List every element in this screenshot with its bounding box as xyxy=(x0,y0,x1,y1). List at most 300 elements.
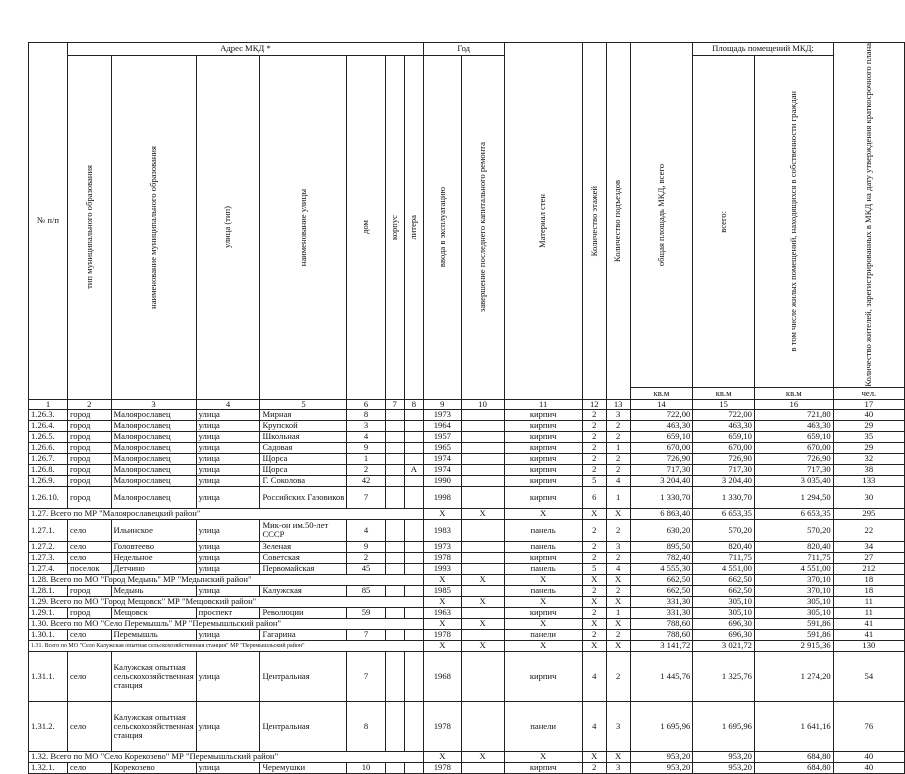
table-cell: улица xyxy=(196,762,260,773)
table-cell: 1.28.1. xyxy=(29,585,68,596)
table-cell: Революции xyxy=(260,607,347,618)
table-cell: 684,80 xyxy=(754,762,833,773)
table-cell: 30 xyxy=(833,486,904,508)
table-cell: 212 xyxy=(833,563,904,574)
table-cell: 1965 xyxy=(423,442,461,453)
column-number: 10 xyxy=(461,399,504,409)
mun-type-header xyxy=(67,56,111,400)
total-cell: 788,60 xyxy=(630,618,693,629)
total-row xyxy=(29,596,905,607)
table-cell xyxy=(461,762,504,773)
total-row xyxy=(29,751,905,762)
table-cell: 2 xyxy=(582,519,606,541)
table-cell: 670,00 xyxy=(693,442,755,453)
table-cell xyxy=(461,442,504,453)
column-number: 1 xyxy=(29,399,68,409)
table-cell: 1.27.4. xyxy=(29,563,68,574)
table-cell xyxy=(385,431,404,442)
table-cell: 696,30 xyxy=(693,629,755,640)
table-cell: 29 xyxy=(833,442,904,453)
column-number: 7 xyxy=(385,399,404,409)
area-group-header: Площадь помещений МКД: xyxy=(693,43,833,56)
table-cell: 1 xyxy=(606,486,630,508)
table-cell: 1 xyxy=(606,607,630,618)
table-cell: 1.30.1. xyxy=(29,629,68,640)
total-cell: X xyxy=(582,508,606,519)
table-cell: 7 xyxy=(347,486,385,508)
table-cell: улица xyxy=(196,420,260,431)
table-cell: 2 xyxy=(606,651,630,701)
table-cell: 2 xyxy=(582,552,606,563)
street-name-header-text: наименование улицы xyxy=(297,188,308,267)
table-cell: 1.27.2. xyxy=(29,541,68,552)
table-cell: 305,10 xyxy=(693,607,755,618)
table-cell: город xyxy=(67,486,111,508)
table-cell: 1.26.9. xyxy=(29,475,68,486)
table-cell: 2 xyxy=(606,585,630,596)
table-cell: 1978 xyxy=(423,701,461,751)
table-cell: панель xyxy=(504,541,582,552)
table-cell xyxy=(385,563,404,574)
table-cell: 4 xyxy=(347,431,385,442)
table-cell: 570,20 xyxy=(693,519,755,541)
column-number: 2 xyxy=(67,399,111,409)
total-cell: X xyxy=(423,574,461,585)
table-cell: 1968 xyxy=(423,651,461,701)
year-built-header xyxy=(423,56,461,400)
total-cell: 370,10 xyxy=(754,574,833,585)
total-row xyxy=(29,618,905,629)
table-cell: проспект xyxy=(196,607,260,618)
table-cell: 1973 xyxy=(423,541,461,552)
table-cell: 40 xyxy=(833,762,904,773)
total-cell: 662,50 xyxy=(693,574,755,585)
table-cell: Центральная xyxy=(260,651,347,701)
table-cell xyxy=(385,442,404,453)
table-cell: 85 xyxy=(347,585,385,596)
table-cell: Крупской xyxy=(260,420,347,431)
table-cell: 726,90 xyxy=(693,453,755,464)
table-cell: 1 325,76 xyxy=(693,651,755,701)
table-cell xyxy=(461,541,504,552)
table-cell: 18 xyxy=(833,585,904,596)
table-cell: 1 294,50 xyxy=(754,486,833,508)
table-cell: панель xyxy=(504,563,582,574)
table-cell: 4 551,00 xyxy=(693,563,755,574)
street-name-header xyxy=(260,56,347,400)
table-cell: 1 695,96 xyxy=(630,701,693,751)
table-cell: село xyxy=(67,762,111,773)
table-cell: 7 xyxy=(347,629,385,640)
table-row xyxy=(29,519,905,541)
table-cell xyxy=(461,701,504,751)
table-cell: 2 xyxy=(582,409,606,420)
table-row xyxy=(29,552,905,563)
table-cell: 3 xyxy=(606,541,630,552)
table-cell: 1 445,76 xyxy=(630,651,693,701)
table-cell: 1957 xyxy=(423,431,461,442)
table-cell: 9 xyxy=(347,541,385,552)
table-cell: Малоярославец xyxy=(111,442,196,453)
table-cell xyxy=(404,552,423,563)
table-cell: 1998 xyxy=(423,486,461,508)
column-number: 12 xyxy=(582,399,606,409)
total-cell: X xyxy=(423,751,461,762)
table-body xyxy=(29,409,905,773)
table-cell: 1.32.1. xyxy=(29,762,68,773)
table-cell: 1 330,70 xyxy=(693,486,755,508)
table-cell xyxy=(404,420,423,431)
address-group-header: Адрес МКД * xyxy=(67,43,423,56)
table-cell xyxy=(385,453,404,464)
table-cell: 4 xyxy=(606,475,630,486)
table-row xyxy=(29,486,905,508)
table-cell: 670,00 xyxy=(630,442,693,453)
table-cell: улица xyxy=(196,541,260,552)
table-cell xyxy=(404,585,423,596)
table-cell: 953,20 xyxy=(693,762,755,773)
table-cell: 29 xyxy=(833,420,904,431)
column-number: 5 xyxy=(260,399,347,409)
table-cell: город xyxy=(67,442,111,453)
table-cell: кирпич xyxy=(504,409,582,420)
table-cell: Гагарина xyxy=(260,629,347,640)
table-cell: улица xyxy=(196,453,260,464)
table-row xyxy=(29,409,905,420)
table-cell: панели xyxy=(504,701,582,751)
table-cell: 8 xyxy=(347,409,385,420)
table-cell: 1964 xyxy=(423,420,461,431)
table-cell: 670,00 xyxy=(754,442,833,453)
table-cell: Малоярославец xyxy=(111,486,196,508)
table-cell xyxy=(461,651,504,701)
table-cell: 3 035,40 xyxy=(754,475,833,486)
table-cell xyxy=(461,519,504,541)
total-cell: 6 653,35 xyxy=(754,508,833,519)
table-cell xyxy=(404,409,423,420)
total-cell: 305,10 xyxy=(754,596,833,607)
table-row xyxy=(29,701,905,751)
total-cell: X xyxy=(461,618,504,629)
total-cell: 305,10 xyxy=(693,596,755,607)
total-cell: 11 xyxy=(833,596,904,607)
table-cell xyxy=(404,563,423,574)
table-cell xyxy=(385,701,404,751)
unit-kvm-private: кв.м xyxy=(754,387,833,399)
table-cell xyxy=(404,607,423,618)
table-cell: улица xyxy=(196,431,260,442)
table-cell: 1.31.1. xyxy=(29,651,68,701)
table-cell: 591,86 xyxy=(754,629,833,640)
wall-header xyxy=(504,43,582,400)
table-cell: 1 xyxy=(347,453,385,464)
table-cell: 4 551,00 xyxy=(754,563,833,574)
total-cell: X xyxy=(606,574,630,585)
table-cell: 953,20 xyxy=(630,762,693,773)
year-repair-header-text: завершение последнего капитального ремонта xyxy=(476,142,487,313)
table-cell: 59 xyxy=(347,607,385,618)
table-cell: 662,50 xyxy=(630,585,693,596)
table-cell: село xyxy=(67,519,111,541)
table-cell: 2 xyxy=(347,464,385,475)
table-cell: 4 xyxy=(582,701,606,751)
table-cell: 1.31.2. xyxy=(29,701,68,751)
column-number-row xyxy=(29,399,905,409)
table-cell: 40 xyxy=(833,409,904,420)
table-row xyxy=(29,453,905,464)
table-cell: 4 xyxy=(582,651,606,701)
table-cell: кирпич xyxy=(504,607,582,618)
entrances-header-text: Количество подъездов xyxy=(612,179,623,262)
year-group-header: Год xyxy=(423,43,504,56)
table-cell: город xyxy=(67,409,111,420)
table-cell: 2 xyxy=(582,420,606,431)
table-cell: кирпич xyxy=(504,486,582,508)
table-cell: 711,75 xyxy=(754,552,833,563)
table-cell: Малоярославец xyxy=(111,464,196,475)
table-cell: Центральная xyxy=(260,701,347,751)
table-cell: 717,30 xyxy=(693,464,755,475)
table-cell: село xyxy=(67,651,111,701)
table-cell: 4 xyxy=(606,563,630,574)
table-cell: Мещовск xyxy=(111,607,196,618)
table-cell: 1978 xyxy=(423,552,461,563)
table-cell xyxy=(461,552,504,563)
table-cell: 820,40 xyxy=(693,541,755,552)
total-cell: X xyxy=(504,574,582,585)
table-cell: 726,90 xyxy=(630,453,693,464)
total-cell: X xyxy=(582,640,606,651)
table-cell: 463,30 xyxy=(754,420,833,431)
table-cell: 788,60 xyxy=(630,629,693,640)
table-cell: улица xyxy=(196,519,260,541)
table-cell: 2 xyxy=(582,629,606,640)
table-cell xyxy=(404,519,423,541)
table-cell xyxy=(385,651,404,701)
total-label: 1.28. Всего по МО "Город Медынь" МР "Медынский район" xyxy=(29,574,424,585)
table-cell: 630,20 xyxy=(630,519,693,541)
table-cell xyxy=(385,762,404,773)
housing-table xyxy=(28,42,905,774)
table-cell: Медынь xyxy=(111,585,196,596)
column-number: 16 xyxy=(754,399,833,409)
table-cell: 659,10 xyxy=(630,431,693,442)
table-cell xyxy=(461,453,504,464)
table-cell: 32 xyxy=(833,453,904,464)
table-row xyxy=(29,475,905,486)
table-cell xyxy=(404,442,423,453)
table-cell: улица xyxy=(196,701,260,751)
table-cell: 76 xyxy=(833,701,904,751)
table-row xyxy=(29,420,905,431)
total-cell: 953,20 xyxy=(630,751,693,762)
table-cell: кирпич xyxy=(504,464,582,475)
total-cell: X xyxy=(504,596,582,607)
house-header xyxy=(347,56,385,400)
table-cell: Российских Газовиков xyxy=(260,486,347,508)
total-cell: 2 915,36 xyxy=(754,640,833,651)
total-cell: X xyxy=(461,596,504,607)
table-cell: Перемышль xyxy=(111,629,196,640)
column-number: 14 xyxy=(630,399,693,409)
column-number: 6 xyxy=(347,399,385,409)
table-cell xyxy=(385,607,404,618)
table-cell xyxy=(404,762,423,773)
table-cell: 1973 xyxy=(423,409,461,420)
table-cell: 895,50 xyxy=(630,541,693,552)
table-cell: улица xyxy=(196,552,260,563)
table-cell: Недельное xyxy=(111,552,196,563)
total-cell: X xyxy=(606,751,630,762)
total-cell: 6 863,40 xyxy=(630,508,693,519)
table-cell: Мирная xyxy=(260,409,347,420)
unit-people: чел. xyxy=(833,387,904,399)
table-cell: 1.26.8. xyxy=(29,464,68,475)
table-cell: 5 xyxy=(582,563,606,574)
street-type-header-text: улица (тип) xyxy=(222,206,233,249)
total-cell: X xyxy=(423,508,461,519)
total-cell: X xyxy=(606,618,630,629)
total-cell: 18 xyxy=(833,574,904,585)
area-all-header-text: всего: xyxy=(717,210,728,233)
total-label: 1.31. Всего по МО "Село Калужская опытная сельскохозяйственная станция" МР "Перемышльский район" xyxy=(29,640,424,651)
table-cell: 3 xyxy=(606,762,630,773)
total-cell: X xyxy=(504,618,582,629)
table-cell: Советская xyxy=(260,552,347,563)
column-number: 17 xyxy=(833,399,904,409)
table-cell: 717,30 xyxy=(630,464,693,475)
table-cell xyxy=(461,563,504,574)
table-cell: 711,75 xyxy=(693,552,755,563)
table-cell: 1974 xyxy=(423,464,461,475)
table-cell xyxy=(385,541,404,552)
total-row xyxy=(29,640,905,651)
table-cell: 2 xyxy=(606,420,630,431)
table-cell: 1 330,70 xyxy=(630,486,693,508)
column-number: 11 xyxy=(504,399,582,409)
year-repair-header xyxy=(461,56,504,400)
table-cell: 38 xyxy=(833,464,904,475)
total-label: 1.30. Всего по МО "Село Перемышль" МР "Перемышльский район" xyxy=(29,618,424,629)
table-cell: 41 xyxy=(833,629,904,640)
column-number: 3 xyxy=(111,399,196,409)
table-cell: 1 641,16 xyxy=(754,701,833,751)
table-row xyxy=(29,431,905,442)
table-cell: улица xyxy=(196,585,260,596)
total-cell: X xyxy=(606,640,630,651)
total-cell: 331,30 xyxy=(630,596,693,607)
table-cell xyxy=(461,475,504,486)
table-cell: 1.29.1. xyxy=(29,607,68,618)
total-cell: 3 141,72 xyxy=(630,640,693,651)
table-cell: 9 xyxy=(347,442,385,453)
table-cell: 3 xyxy=(606,409,630,420)
table-cell: Ильинское xyxy=(111,519,196,541)
table-cell: Г. Соколова xyxy=(260,475,347,486)
table-cell: Зеленая xyxy=(260,541,347,552)
table-cell: 45 xyxy=(347,563,385,574)
table-cell: 8 xyxy=(347,701,385,751)
table-cell: кирпич xyxy=(504,475,582,486)
total-cell: 295 xyxy=(833,508,904,519)
table-cell: 1978 xyxy=(423,629,461,640)
table-cell: кирпич xyxy=(504,442,582,453)
total-cell: 696,30 xyxy=(693,618,755,629)
table-cell: 1 695,96 xyxy=(693,701,755,751)
unit-kvm-all: кв.м xyxy=(693,387,755,399)
table-row xyxy=(29,563,905,574)
table-cell xyxy=(461,486,504,508)
table-cell: 782,40 xyxy=(630,552,693,563)
table-cell: город xyxy=(67,585,111,596)
total-label: 1.27. Всего по МР "Малоярославецкий район" xyxy=(29,508,424,519)
table-cell: 2 xyxy=(582,585,606,596)
table-cell: 305,10 xyxy=(754,607,833,618)
table-cell: 6 xyxy=(582,486,606,508)
table-cell xyxy=(385,552,404,563)
table-cell: 2 xyxy=(606,629,630,640)
table-cell: город xyxy=(67,475,111,486)
table-cell xyxy=(461,585,504,596)
table-cell xyxy=(404,701,423,751)
table-cell xyxy=(385,464,404,475)
table-cell: 1 xyxy=(606,442,630,453)
table-cell xyxy=(385,475,404,486)
table-cell: 2 xyxy=(582,453,606,464)
table-cell: 42 xyxy=(347,475,385,486)
table-cell: 1.26.5. xyxy=(29,431,68,442)
table-cell xyxy=(404,475,423,486)
table-cell xyxy=(461,420,504,431)
table-cell: 1983 xyxy=(423,519,461,541)
total-cell: X xyxy=(606,508,630,519)
total-cell: 684,80 xyxy=(754,751,833,762)
table-cell: 3 204,40 xyxy=(630,475,693,486)
area-all-header xyxy=(693,56,755,388)
mun-type-header-text: тип муниципального образования xyxy=(83,165,94,290)
table-cell: Малоярославец xyxy=(111,453,196,464)
table-cell xyxy=(404,651,423,701)
table-cell: Калужская xyxy=(260,585,347,596)
total-cell: X xyxy=(461,640,504,651)
table-cell: 1.27.3. xyxy=(29,552,68,563)
total-cell: X xyxy=(461,508,504,519)
table-cell: 34 xyxy=(833,541,904,552)
total-cell: 662,50 xyxy=(630,574,693,585)
column-number: 13 xyxy=(606,399,630,409)
table-cell: Щорса xyxy=(260,464,347,475)
table-cell: город xyxy=(67,607,111,618)
total-label: 1.29. Всего по МО "Город Мещовск" МР "Мещовский район" xyxy=(29,596,424,607)
floors-header-text: Количество этажей xyxy=(588,185,599,257)
table-cell: 370,10 xyxy=(754,585,833,596)
table-cell: город xyxy=(67,464,111,475)
table-cell xyxy=(385,486,404,508)
table-cell: Малоярославец xyxy=(111,420,196,431)
table-cell: 10 xyxy=(347,762,385,773)
table-cell: Малоярославец xyxy=(111,431,196,442)
table-cell: 2 xyxy=(606,431,630,442)
total-cell: 6 653,35 xyxy=(693,508,755,519)
table-cell: 5 xyxy=(582,475,606,486)
table-cell: Калужская опытная сельскохозяйственная станция xyxy=(111,651,196,701)
table-cell: кирпич xyxy=(504,420,582,431)
total-cell: 3 021,72 xyxy=(693,640,755,651)
table-cell: 662,50 xyxy=(693,585,755,596)
table-row xyxy=(29,651,905,701)
litera-header xyxy=(404,56,423,400)
korpus-header xyxy=(385,56,404,400)
